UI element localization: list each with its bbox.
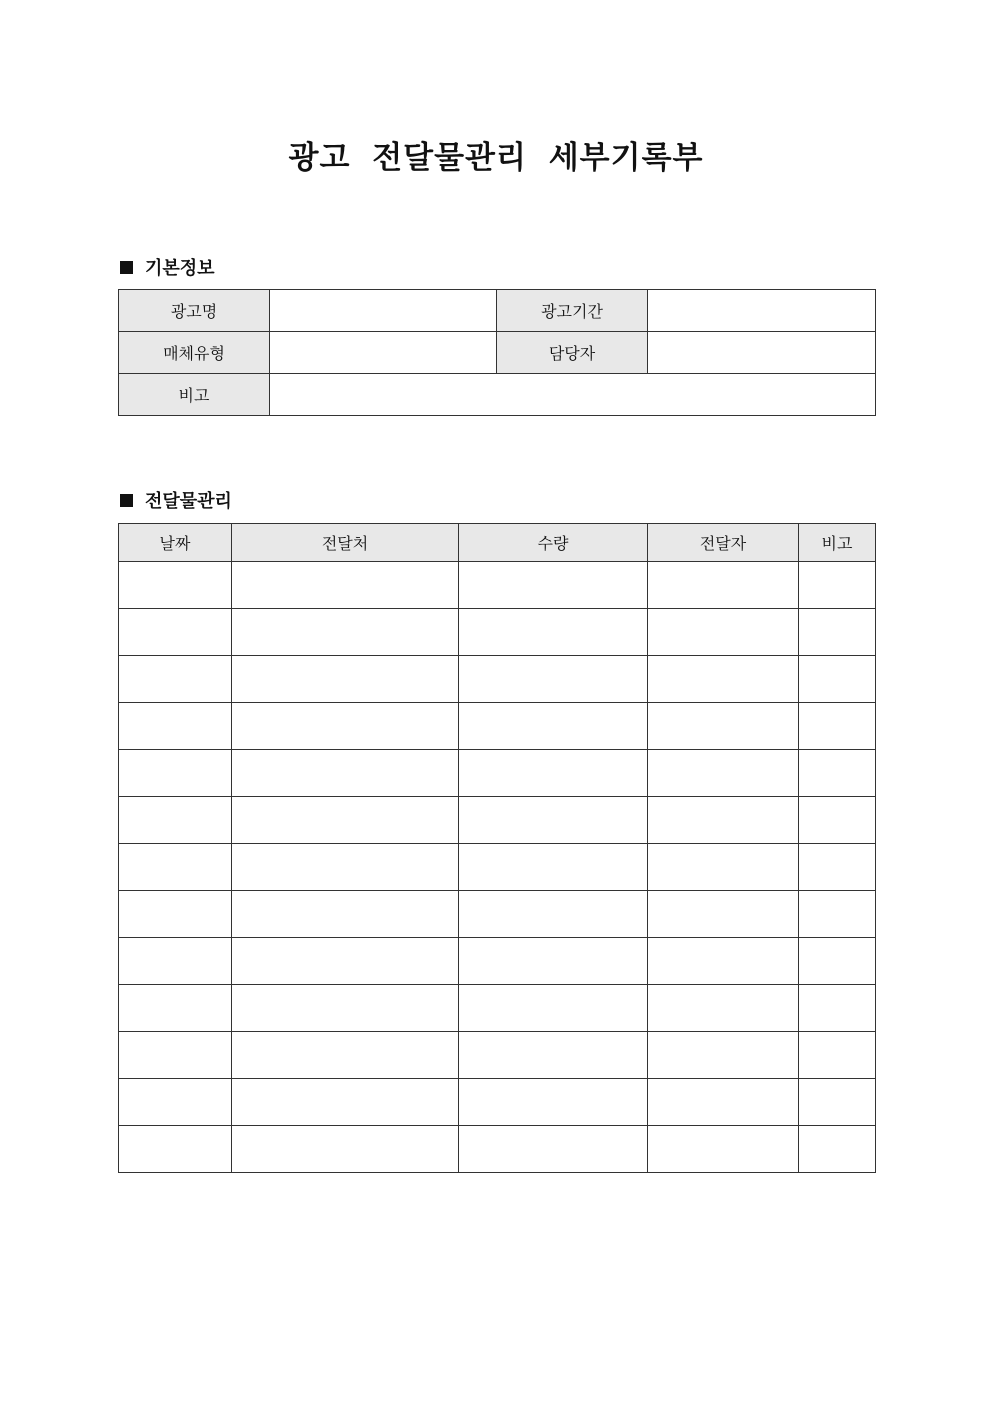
table-row [119, 656, 876, 703]
square-bullet-icon [120, 494, 133, 507]
deliverer-cell[interactable] [648, 891, 799, 938]
table-row [119, 797, 876, 844]
date-cell[interactable] [119, 1126, 232, 1173]
table-row [119, 1126, 876, 1173]
quantity-cell[interactable] [459, 938, 648, 985]
deliverer-cell[interactable] [648, 938, 799, 985]
square-bullet-icon [120, 261, 133, 274]
quantity-cell[interactable] [459, 1032, 648, 1079]
date-cell[interactable] [119, 656, 232, 703]
remarks-field[interactable] [270, 374, 876, 416]
remarks-cell[interactable] [799, 938, 876, 985]
remarks-cell[interactable] [799, 1079, 876, 1126]
quantity-cell[interactable] [459, 844, 648, 891]
column-header-deliverer: 전달자 [648, 524, 799, 562]
quantity-cell[interactable] [459, 703, 648, 750]
recipient-cell[interactable] [232, 1126, 459, 1173]
ad-period-field[interactable] [648, 290, 876, 332]
quantity-cell[interactable] [459, 656, 648, 703]
quantity-cell[interactable] [459, 985, 648, 1032]
recipient-cell[interactable] [232, 1032, 459, 1079]
delivery-heading [120, 487, 232, 513]
recipient-cell[interactable] [232, 1079, 459, 1126]
info-row-ad [119, 290, 876, 332]
remarks-label: 비고 [119, 374, 270, 416]
deliverer-cell[interactable] [648, 562, 799, 609]
date-cell[interactable] [119, 1032, 232, 1079]
quantity-cell[interactable] [459, 562, 648, 609]
recipient-cell[interactable] [232, 844, 459, 891]
info-row-media [119, 332, 876, 374]
manager-field[interactable] [648, 332, 876, 374]
delivery-table [118, 523, 876, 1173]
recipient-cell[interactable] [232, 609, 459, 656]
recipient-cell[interactable] [232, 703, 459, 750]
basic-info-heading-text: 기본정보 [145, 258, 215, 279]
remarks-cell[interactable] [799, 891, 876, 938]
remarks-cell[interactable] [799, 1032, 876, 1079]
delivery-header-row [119, 524, 876, 562]
deliverer-cell[interactable] [648, 656, 799, 703]
table-row [119, 609, 876, 656]
quantity-cell[interactable] [459, 750, 648, 797]
date-cell[interactable] [119, 750, 232, 797]
date-cell[interactable] [119, 891, 232, 938]
table-row [119, 562, 876, 609]
remarks-cell[interactable] [799, 656, 876, 703]
date-cell[interactable] [119, 609, 232, 656]
deliverer-cell[interactable] [648, 844, 799, 891]
deliverer-cell[interactable] [648, 985, 799, 1032]
quantity-cell[interactable] [459, 891, 648, 938]
deliverer-cell[interactable] [648, 609, 799, 656]
recipient-cell[interactable] [232, 985, 459, 1032]
ad-period-label: 광고기간 [497, 290, 648, 332]
remarks-cell[interactable] [799, 844, 876, 891]
date-cell[interactable] [119, 562, 232, 609]
date-cell[interactable] [119, 703, 232, 750]
remarks-cell[interactable] [799, 703, 876, 750]
column-header-date: 날짜 [119, 524, 232, 562]
table-row [119, 1032, 876, 1079]
remarks-cell[interactable] [799, 985, 876, 1032]
deliverer-cell[interactable] [648, 1079, 799, 1126]
media-type-field[interactable] [270, 332, 497, 374]
column-header-remarks: 비고 [799, 524, 876, 562]
media-type-label: 매체유형 [119, 332, 270, 374]
ad-name-field[interactable] [270, 290, 497, 332]
recipient-cell[interactable] [232, 656, 459, 703]
ad-name-label: 광고명 [119, 290, 270, 332]
column-header-recipient: 전달처 [232, 524, 459, 562]
remarks-cell[interactable] [799, 1126, 876, 1173]
page-title: 광고 전달물관리 세부기록부 [288, 140, 704, 176]
remarks-cell[interactable] [799, 562, 876, 609]
table-row [119, 938, 876, 985]
remarks-cell[interactable] [799, 797, 876, 844]
basic-info-heading [120, 254, 215, 280]
quantity-cell[interactable] [459, 1079, 648, 1126]
recipient-cell[interactable] [232, 938, 459, 985]
delivery-table-body [119, 562, 876, 1173]
deliverer-cell[interactable] [648, 703, 799, 750]
info-row-remarks [119, 374, 876, 416]
quantity-cell[interactable] [459, 797, 648, 844]
date-cell[interactable] [119, 1079, 232, 1126]
quantity-cell[interactable] [459, 609, 648, 656]
remarks-cell[interactable] [799, 609, 876, 656]
date-cell[interactable] [119, 938, 232, 985]
table-row [119, 750, 876, 797]
deliverer-cell[interactable] [648, 1126, 799, 1173]
remarks-cell[interactable] [799, 750, 876, 797]
date-cell[interactable] [119, 985, 232, 1032]
date-cell[interactable] [119, 844, 232, 891]
table-row [119, 985, 876, 1032]
recipient-cell[interactable] [232, 797, 459, 844]
deliverer-cell[interactable] [648, 1032, 799, 1079]
table-row [119, 891, 876, 938]
basic-info-table [118, 289, 876, 416]
column-header-quantity: 수량 [459, 524, 648, 562]
recipient-cell[interactable] [232, 562, 459, 609]
table-row [119, 1079, 876, 1126]
manager-label: 담당자 [497, 332, 648, 374]
delivery-heading-text: 전달물관리 [145, 491, 232, 512]
quantity-cell[interactable] [459, 1126, 648, 1173]
table-row [119, 703, 876, 750]
date-cell[interactable] [119, 797, 232, 844]
table-row [119, 844, 876, 891]
deliverer-cell[interactable] [648, 750, 799, 797]
deliverer-cell[interactable] [648, 797, 799, 844]
recipient-cell[interactable] [232, 750, 459, 797]
recipient-cell[interactable] [232, 891, 459, 938]
